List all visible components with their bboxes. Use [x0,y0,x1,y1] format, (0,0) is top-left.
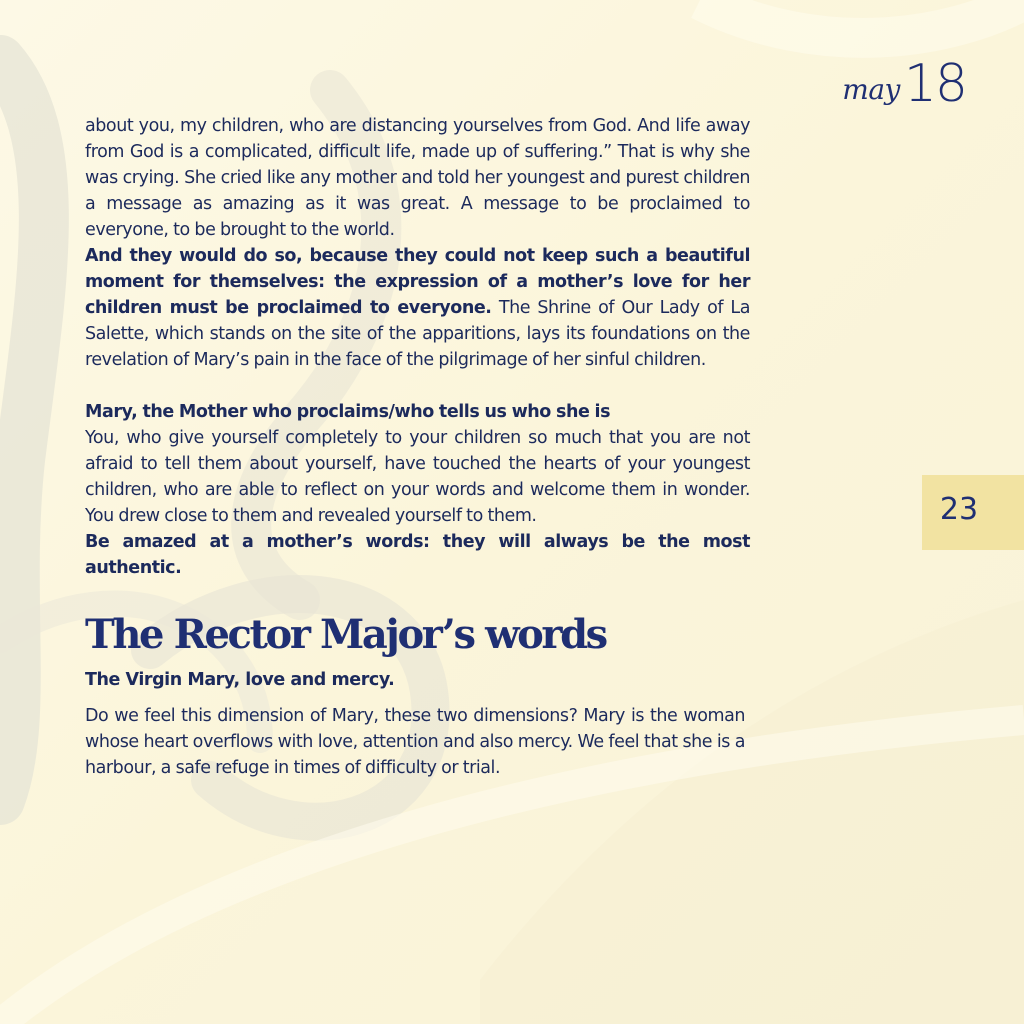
date-header [842,54,966,114]
date-day: 18 [903,54,966,114]
body-paragraph-3: You, who give yourself completely to your children so much that you are not afraid to tell them about yourself, have touched the hearts of your youngest children, who are able to reflect on your words and welcome them in wonder. You drew close to them and revealed yourself to them. [85,428,750,526]
body-paragraph-2 [85,243,750,373]
body-paragraph-1: about you, my children, who are distancing yourselves from God. And life away from God is a complicated, difficult life, made up of suffering.” That is why she was crying. She cried like any mother and told her youngest and purest children a message as amazing as it was great. A message to be proclaimed to everyone, to be brought to the world. [85,116,750,240]
rector-major-subtitle: The Virgin Mary, love and mercy. [85,670,395,690]
section-heading: Mary, the Mother who proclaims/who tells us who she is [85,402,611,422]
date-month: may [842,73,900,106]
body-paragraph-4: Be amazed at a mother’s words: they will always be the most authentic. [85,532,750,578]
body-paragraph-2-emphasis: And they would do so, because they could not keep such a beautiful moment for themselves: the expression of a mother’s love for her children must be proclaimed to everyone. [85,246,750,318]
body-paragraph-2-text: The Shrine of Our Lady of La Salette, which stands on the site of the apparitions, lays its foundations on the revelation of Mary’s pain in the face of the pilgrimage of her sinful children. [85,298,750,370]
rector-major-paragraph: Do we feel this dimension of Mary, these two dimensions? Mary is the woman whose heart overflows with love, attention and also mercy. We feel that she is a harbour, a safe refuge in times of difficulty or trial. [85,706,745,778]
page-number-tab [922,475,1024,550]
page-number: 23 [939,492,979,527]
rector-major-title: The Rector Major’s words [85,611,606,658]
main-content [85,113,750,781]
